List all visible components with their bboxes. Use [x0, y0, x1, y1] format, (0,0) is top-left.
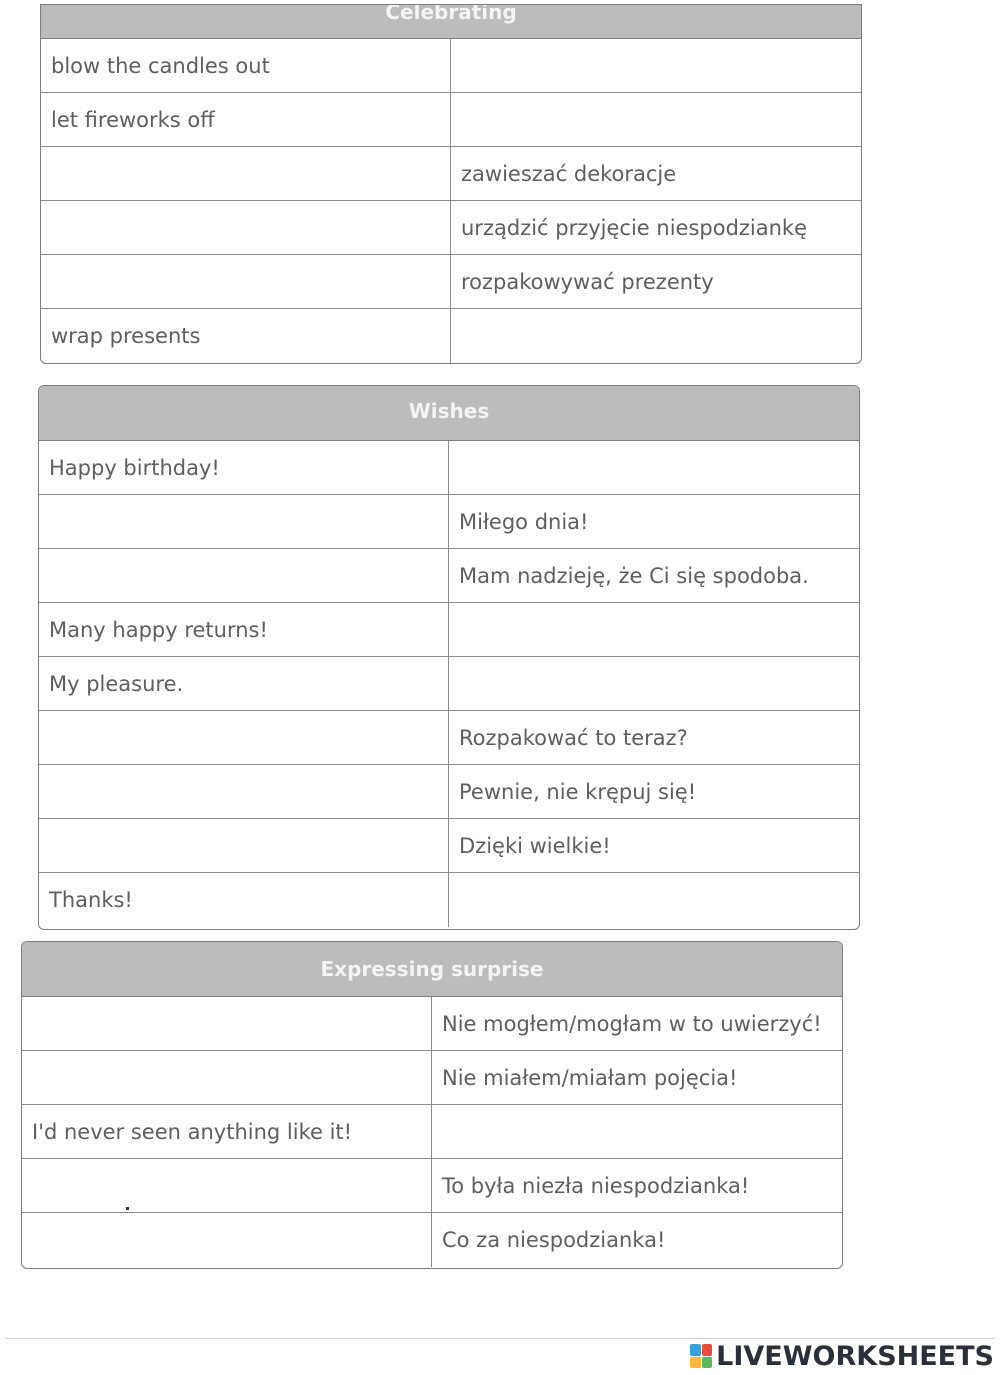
phrase-english[interactable] [41, 255, 451, 308]
phrase-english: blow the candles out [41, 39, 451, 92]
section-header-wishes: Wishes [39, 386, 859, 441]
table-row [22, 1105, 842, 1159]
phrase-english[interactable] [41, 147, 451, 200]
phrase-english[interactable] [39, 819, 449, 872]
table-expressing-surprise [22, 997, 842, 1267]
logo-square-blue [690, 1344, 701, 1356]
logo-text: LIVEWORKSHEETS [716, 1340, 994, 1372]
phrase-polish[interactable] [449, 441, 859, 494]
phrase-english: wrap presents [41, 309, 451, 363]
section-header-celebrating: Celebrating [41, 5, 861, 39]
logo-square-red [702, 1344, 713, 1356]
table-row [39, 765, 859, 819]
table-row [39, 603, 859, 657]
phrase-polish: Nie mogłem/mogłam w to uwierzyć! [442, 1011, 822, 1036]
table-row [39, 441, 859, 495]
section-header-expressing-surprise: Expressing surprise [22, 942, 842, 997]
section-expressing-surprise [21, 941, 843, 1269]
phrase-polish[interactable] [451, 93, 861, 146]
table-row [41, 93, 861, 147]
section-wishes [38, 385, 860, 930]
phrase-english[interactable] [22, 1213, 432, 1267]
footer-divider [5, 1338, 995, 1339]
table-row [39, 819, 859, 873]
logo-square-green [702, 1357, 713, 1369]
phrase-english: Many happy returns! [39, 603, 449, 656]
table-row [39, 549, 859, 603]
phrase-english[interactable] [39, 765, 449, 818]
phrase-polish: urządzić przyjęcie niespodziankę [461, 215, 808, 240]
phrase-english[interactable] [39, 711, 449, 764]
table-wishes [39, 441, 859, 927]
table-row [41, 255, 861, 309]
table-row [39, 711, 859, 765]
phrase-polish: Dzięki wielkie! [459, 833, 611, 858]
phrase-english: Happy birthday! [39, 441, 449, 494]
liveworksheets-logo [690, 1340, 994, 1372]
phrase-polish: Nie miałem/miałam pojęcia! [442, 1065, 738, 1090]
phrase-english[interactable] [22, 1051, 432, 1104]
phrase-polish: To była niezła niespodzianka! [442, 1173, 750, 1198]
table-row [22, 1159, 842, 1213]
table-row [41, 201, 861, 255]
table-row [39, 495, 859, 549]
table-row [39, 657, 859, 711]
phrase-english[interactable] [39, 495, 449, 548]
table-celebrating [41, 39, 861, 363]
section-celebrating [40, 4, 862, 364]
phrase-polish[interactable] [432, 1105, 842, 1158]
table-row [22, 1213, 842, 1267]
phrase-english[interactable] [22, 997, 432, 1050]
phrase-polish: Co za niespodzianka! [442, 1228, 666, 1252]
table-row [39, 873, 859, 927]
logo-mark-icon [690, 1344, 712, 1368]
phrase-polish[interactable] [449, 603, 859, 656]
phrase-english: My pleasure. [39, 657, 449, 710]
phrase-polish[interactable] [449, 657, 859, 710]
phrase-polish: Mam nadzieję, że Ci się spodoba. [459, 563, 809, 588]
phrase-polish[interactable] [451, 309, 861, 363]
scan-speck [126, 1207, 129, 1210]
phrase-english[interactable] [41, 201, 451, 254]
phrase-english: Thanks! [39, 873, 449, 927]
phrase-polish[interactable] [449, 873, 859, 927]
phrase-polish: zawieszać dekoracje [461, 161, 677, 186]
phrase-polish: Pewnie, nie krępuj się! [459, 779, 697, 804]
phrase-english[interactable] [22, 1159, 432, 1212]
phrase-english[interactable] [39, 549, 449, 602]
table-row [22, 997, 842, 1051]
phrase-english: I'd never seen anything like it! [22, 1105, 432, 1158]
table-row [41, 309, 861, 363]
phrase-english: let fireworks off [41, 93, 451, 146]
phrase-polish[interactable] [451, 39, 861, 92]
table-row [41, 39, 861, 93]
table-row [41, 147, 861, 201]
phrase-polish: rozpakowywać prezenty [461, 269, 714, 294]
logo-square-yellow [690, 1357, 701, 1369]
table-row [22, 1051, 842, 1105]
phrase-polish: Miłego dnia! [459, 509, 589, 534]
phrase-polish: Rozpakować to teraz? [459, 725, 688, 750]
